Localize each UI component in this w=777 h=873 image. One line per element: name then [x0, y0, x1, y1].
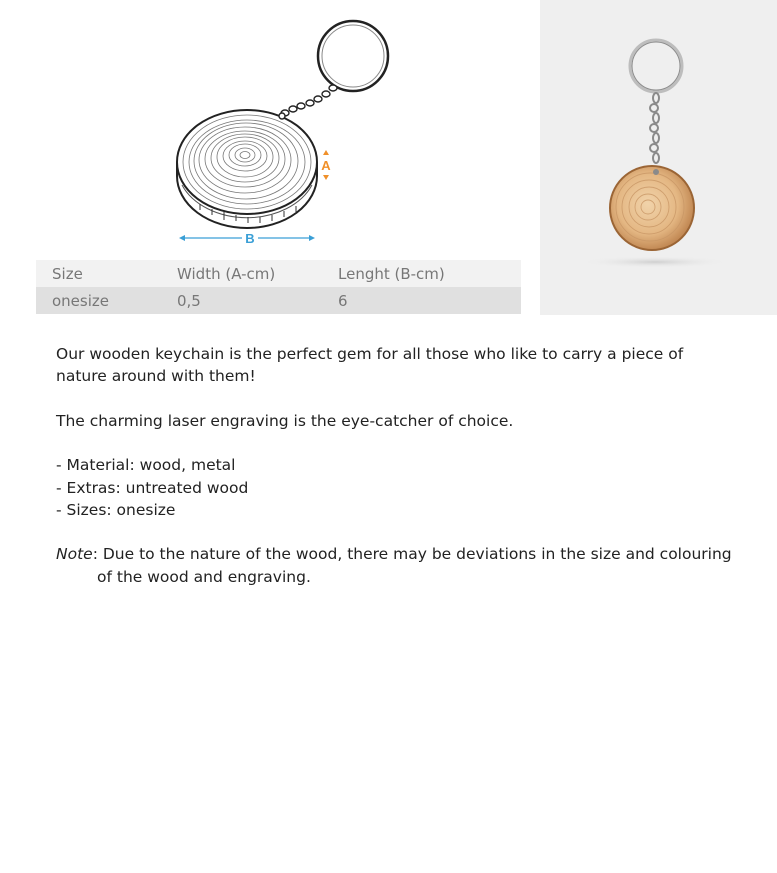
keychain-dimension-diagram	[170, 12, 400, 252]
dimension-a-label: A	[321, 158, 331, 173]
size-table	[36, 260, 521, 314]
cell-width: 0,5	[161, 287, 322, 314]
wood-slice	[610, 166, 694, 250]
header-length: Lenght (B-cm)	[322, 260, 521, 287]
description-intro: Our wooden keychain is the perfect gem for all those who like to carry a piece of nature around with them!	[56, 345, 684, 386]
header-width: Width (A-cm)	[161, 260, 322, 287]
dimension-b-label: B	[245, 231, 255, 246]
key-ring	[630, 40, 682, 92]
product-description	[56, 343, 736, 610]
header-size: Size	[36, 260, 161, 287]
size-table-row	[36, 287, 521, 314]
cell-length: 6	[322, 287, 521, 314]
feature-list	[56, 454, 736, 521]
cell-size: onesize	[36, 287, 161, 314]
chain	[281, 85, 337, 116]
product-photo	[540, 0, 777, 315]
feature-sizes: - Sizes: onesize	[56, 501, 176, 520]
key-ring	[318, 21, 388, 91]
size-table-header-row	[36, 260, 521, 287]
chain	[650, 93, 659, 163]
note-text: : Due to the nature of the wood, there may be deviations in the size and colouring of the wood and engraving.	[92, 545, 732, 586]
note-label: Note	[56, 545, 93, 564]
feature-extras: - Extras: untreated wood	[56, 478, 249, 497]
note	[56, 543, 736, 588]
feature-material: - Material: wood, metal	[56, 456, 236, 475]
description-engraving: The charming laser engraving is the eye-catcher of choice.	[56, 411, 514, 430]
